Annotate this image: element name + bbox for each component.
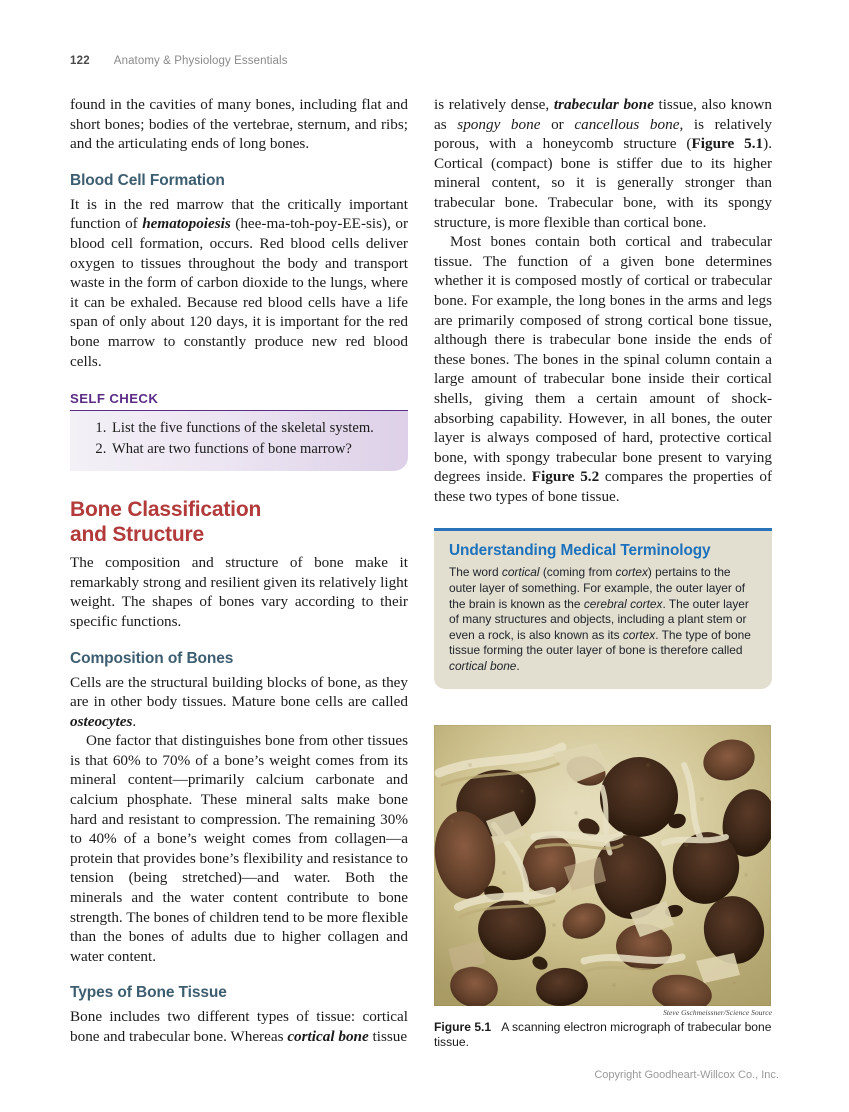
text-segment: tissue [368, 1028, 408, 1045]
term-cortical-bone: cortical bone [287, 1028, 369, 1045]
term-cortex-2: cortex [622, 627, 656, 642]
term-cortex: cortex [615, 565, 648, 580]
page-number: 122 [70, 55, 90, 67]
term-cerebral-cortex: cerebral cortex [583, 596, 663, 611]
terminology-box-title: Understanding Medical Terminology [449, 542, 711, 560]
self-check-list [84, 418, 394, 460]
left-column [70, 95, 408, 1047]
paragraph-blood-cell-formation [70, 195, 408, 371]
spacer [70, 154, 408, 171]
term-hematopoiesis: hematopoiesis [142, 215, 231, 233]
paragraph-bone-classification-intro: The composition and structure of bone make it remarkably strong and resilient given its relatively light weight. The shapes of bones vary according to their specific functions. [70, 554, 408, 630]
heading-bone-classification-and-structure [70, 497, 408, 547]
spacer [70, 966, 408, 983]
text-segment: is relatively dense, [434, 96, 554, 113]
running-head [70, 55, 288, 67]
term-cancellous-bone: cancellous bone [574, 115, 680, 133]
text-segment: . [516, 659, 520, 674]
self-check-item: 1. List the five functions of the skeletal system. [110, 418, 394, 439]
text-segment: ). Cortical (compact) bone is stiffer due to its higher mineral content, so it is generally stronger than trabecular bone. Trabecular bone, with its spongy structure, is more flexible than cortical bone. [434, 135, 772, 231]
text-segment: Most bones contain both cortical and trabecular tissue. The function of a given bone determines whether it is composed mostly of cortical or trabecular bone. For example, the long bones in the arms and legs are primarily composed of strong cortical bone tissue, although there is trabecular bone inside the ends of these bones. The bones in the spinal column contain a large amount of trabecular bone inside their cortical shells, giving them a certain amount of shock-absorbing capability. However, in all bones, the outer layer is always composed of hard, protective cortical bone, with spongy trabecular bone present to varying degrees inside. [434, 233, 772, 486]
self-check-title: SELF CHECK [70, 391, 159, 407]
heading-blood-cell-formation: Blood Cell Formation [70, 171, 225, 189]
understanding-medical-terminology-box [434, 528, 772, 688]
self-check-box [70, 410, 408, 471]
heading-composition-of-bones: Composition of Bones [70, 649, 234, 667]
text-segment: . The type of bone tissue forming the outer layer of bone is therefore called [449, 627, 751, 658]
paragraph-types-of-bone-tissue [70, 1007, 408, 1046]
heading-types-of-bone-tissue: Types of Bone Tissue [70, 984, 227, 1002]
figure-label: Figure 5.1 [434, 1019, 492, 1034]
text-segment: , is relatively porous, with a honeycomb structure ( [434, 115, 772, 153]
text-segment: (hee-ma-toh-poy-EE-sis), or blood cell formation, occurs. Red blood cells deliver oxygen to tissues throughout the body and transport waste in the form of carbon dioxide to the lungs, where it can be exhaled. Because red blood cells have a life span of only about 120 days, it is important for the red bone marrow to constantly produce new red blood cells. [70, 215, 409, 370]
paragraph-composition-1 [70, 673, 408, 732]
paragraph-continued-right [434, 95, 772, 232]
trabecular-bone-micrograph-image [434, 725, 771, 1006]
text-segment: The word [449, 565, 502, 580]
text-segment: It is in the red marrow that the critically important function of [70, 195, 408, 233]
heading-line-2: and Structure [70, 523, 204, 547]
term-osteocytes: osteocytes [70, 712, 133, 730]
text-segment: compares the properties of these two types of bone tissue. [434, 468, 773, 505]
right-column [434, 95, 772, 1050]
heading-line-1: Bone Classification [70, 498, 262, 522]
text-segment: . [132, 712, 137, 730]
spacer [70, 632, 408, 649]
copyright-footer: Copyright Goodheart-Willcox Co., Inc. [594, 1069, 779, 1081]
paragraph-most-bones [434, 232, 772, 506]
text-segment: Cells are the structural building blocks of bone, as they are in other body tissues. Mature bone cells are called [70, 673, 408, 711]
self-check-section [70, 391, 408, 471]
text-segment: tissue, also known as [434, 96, 772, 133]
self-check-item: 2. What are two functions of bone marrow? [110, 439, 394, 460]
spacer [70, 471, 408, 497]
term-cortical-bone-italic: cortical bone [449, 659, 517, 674]
text-segment: or [540, 115, 575, 133]
text-segment: . The outer layer of many structures and objects, including a plant stem or even a rock, is also known as its [449, 596, 749, 642]
figure-photo-credit: Steve Gschmeissner/Science Source [663, 1007, 772, 1017]
figure-5-1 [434, 725, 772, 1051]
figure-reference-5-1: Figure 5.1 [691, 135, 764, 153]
paragraph-composition-2: One factor that distinguishes bone from other tissues is that 60% to 70% of a bone’s weight comes from its mineral content—primarily calcium carbonate and calcium phosphate. These mineral salts make bone hard and resistant to compression. The remaining 30% to 40% of a bone’s weight comes from collagen—a protein that provides bone’s flexibility and resistance to tension (being stretched)—and water. Both the minerals and the water content contribute to bone strength. The bones of children tend to be more flexible than the bones of adults due to higher collagen and water content. [70, 732, 408, 965]
figure-caption [434, 1020, 772, 1051]
book-title: Anatomy & Physiology Essentials [113, 55, 288, 67]
figure-reference-5-2: Figure 5.2 [531, 468, 600, 486]
term-trabecular-bone: trabecular bone [553, 96, 654, 113]
terminology-box-text [449, 565, 757, 674]
text-segment: (coming from [539, 565, 616, 580]
continued-paragraph: found in the cavities of many bones, including flat and short bones; bodies of the vertebrae, sternum, and ribs; and the articulating ends of long bones. [70, 96, 408, 153]
term-cortical: cortical [501, 565, 540, 580]
text-segment: Bone includes two different types of tissue: cortical bone and trabecular bone. Whereas [70, 1008, 408, 1045]
text-segment: ) pertains to the outer layer of something. For example, the outer layer of the brain is known as the [449, 565, 746, 611]
term-spongy-bone: spongy bone [457, 115, 541, 133]
figure-caption-text: A scanning electron micrograph of trabecular bone tissue. [434, 1019, 772, 1050]
